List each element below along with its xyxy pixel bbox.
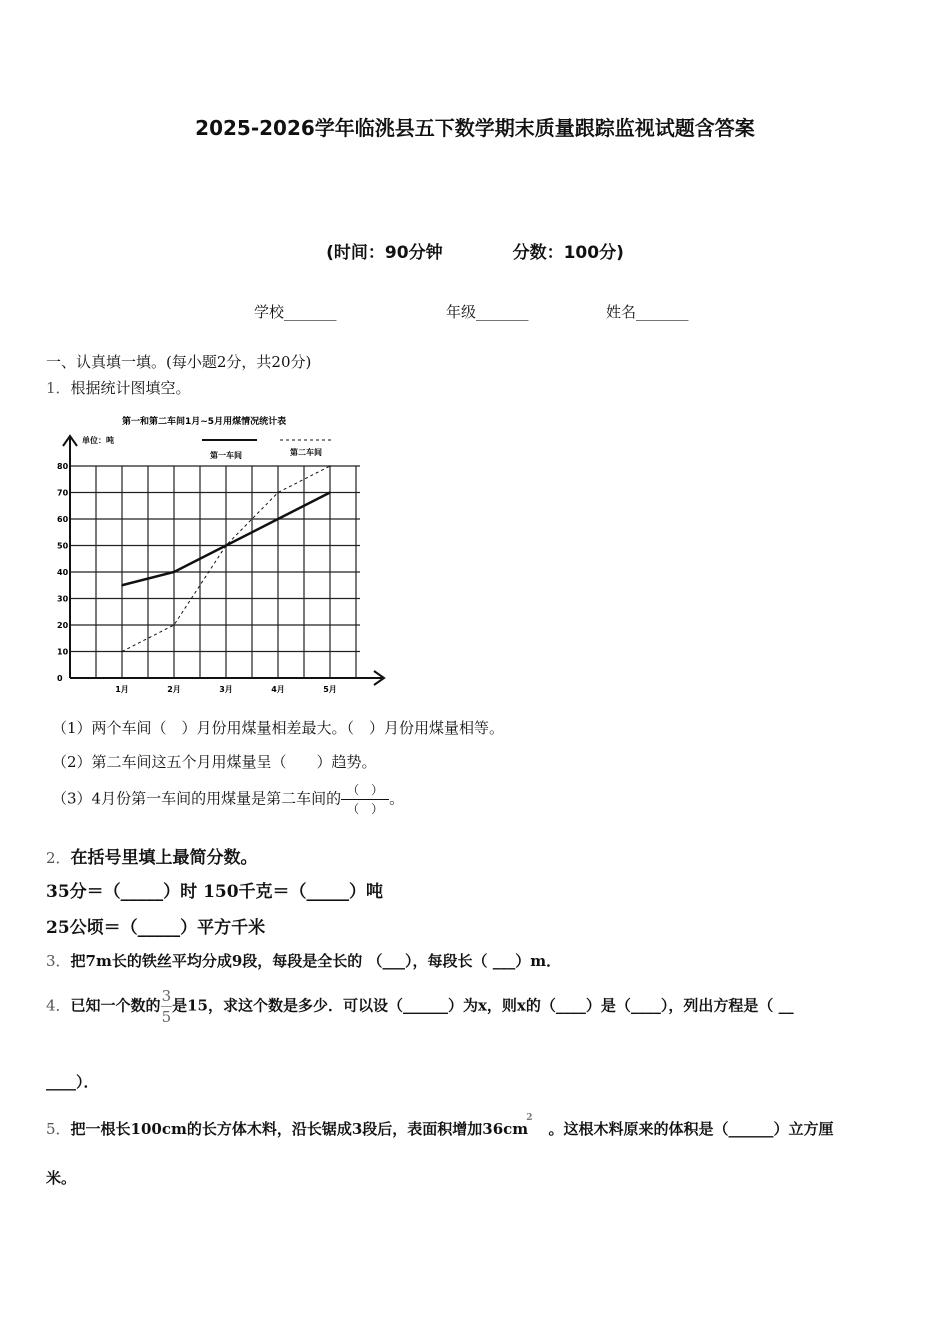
part-3-prefix: （3）4月份第一车间的用煤量是第二车间的 [52, 789, 342, 808]
chart-grid [70, 466, 360, 678]
question-number: 1． [46, 379, 71, 397]
chart-title: 第一和第二车间1月~5月用煤情况统计表 [122, 417, 287, 427]
x-tick-label: 2月 [167, 685, 181, 694]
answer-fraction[interactable] [341, 781, 389, 818]
x-tick-label: 3月 [219, 685, 233, 694]
exam-time: (时间：90分钟 [326, 243, 443, 263]
question-text: 在括号里填上最简分数。 [70, 848, 258, 868]
question-2-line-1: 35分＝（_____）时 150千克＝（_____）吨 [46, 882, 384, 902]
y-tick-label: 80 [57, 462, 69, 471]
data-point [121, 651, 123, 653]
grade-field[interactable]: 年级_______ [446, 303, 529, 321]
question-5 [46, 1113, 834, 1139]
fraction-denominator: 5 [161, 1008, 172, 1026]
y-tick-label: 0 [57, 674, 63, 683]
line-chart [52, 408, 392, 700]
y-tick-label: 50 [57, 541, 69, 551]
x-tick-label: 1月 [115, 685, 129, 694]
page-title: 2025-2026学年临洮县五下数学期末质量跟踪监视试题含答案 [195, 116, 755, 140]
data-point [329, 465, 331, 467]
question-4-prefix: 已知一个数的 [70, 996, 161, 1015]
question-2-line-2: 25公顷＝（_____）平方千米 [46, 918, 266, 938]
fraction-denominator: （ ） [347, 802, 384, 816]
question-text: 根据统计图填空。 [70, 379, 191, 397]
question-5-line-2: 米。 [46, 1169, 77, 1187]
y-tick-label: 20 [57, 621, 69, 630]
question-text: 把7m长的铁丝平均分成9段，每段是全长的 （___），每段长（ ___）m． [70, 952, 562, 970]
section-heading: 一、认真填一填。(每小题2分，共20分) [46, 353, 312, 371]
part-3-suffix: 。 [389, 789, 405, 808]
question-1-part-2: （2）第二车间这五个月用煤量呈（ ）趋势。 [52, 753, 377, 771]
question-1-part-1: （1）两个车间（ ）月份用煤量相差最大。（ ）月份用煤量相等。 [52, 719, 505, 737]
data-point [277, 492, 279, 494]
question-number: 3． [46, 952, 71, 970]
school-field[interactable]: 学校_______ [254, 303, 337, 321]
data-point [173, 571, 175, 573]
data-point [173, 624, 175, 626]
x-tick-labels [115, 685, 337, 694]
name-field[interactable]: 姓名_______ [606, 303, 689, 321]
exam-info [0, 238, 950, 263]
question-3 [46, 950, 561, 971]
fraction-numerator: （ ） [341, 781, 389, 800]
question-number: 2． [46, 849, 71, 867]
question-1 [46, 377, 191, 398]
superscript-two: 2 [526, 1113, 533, 1123]
question-number: 4． [46, 996, 71, 1015]
data-point [121, 584, 123, 586]
unit-label: 单位：吨 [82, 436, 114, 445]
question-5-suffix: 。这根木料原来的体积是（______）立方厘 [548, 1120, 834, 1138]
y-tick-label: 30 [57, 594, 69, 604]
x-tick-label: 5月 [323, 685, 337, 694]
y-tick-label: 40 [57, 568, 69, 577]
y-tick-labels [57, 462, 69, 683]
x-tick-label: 4月 [271, 685, 285, 694]
question-4-suffix: 是15，求这个数是多少．可以设（______）为x，则x的（____）是（____），列出方程是（ __ [172, 996, 794, 1015]
y-tick-label: 70 [57, 488, 69, 498]
exam-score: 分数：100分) [512, 243, 624, 263]
chart-axes [63, 436, 384, 685]
fraction-three-fifths [161, 986, 173, 1027]
question-4-line-2: ____）． [46, 1073, 99, 1091]
question-5-prefix: 把一根长100cm的长方体木料，沿长锯成3段后，表面积增加36cm [70, 1120, 529, 1138]
y-tick-label: 60 [57, 515, 69, 524]
y-tick-label: 10 [57, 647, 69, 657]
question-1-part-3 [52, 781, 404, 818]
legend-label-1: 第一车间 [210, 451, 242, 460]
data-point [329, 492, 331, 494]
question-number: 5． [46, 1120, 71, 1138]
question-2 [46, 843, 258, 868]
fraction-numerator: 3 [161, 987, 172, 1005]
legend-label-2: 第二车间 [290, 448, 322, 457]
data-point [277, 518, 279, 520]
data-point [225, 545, 227, 547]
question-4 [46, 986, 794, 1027]
